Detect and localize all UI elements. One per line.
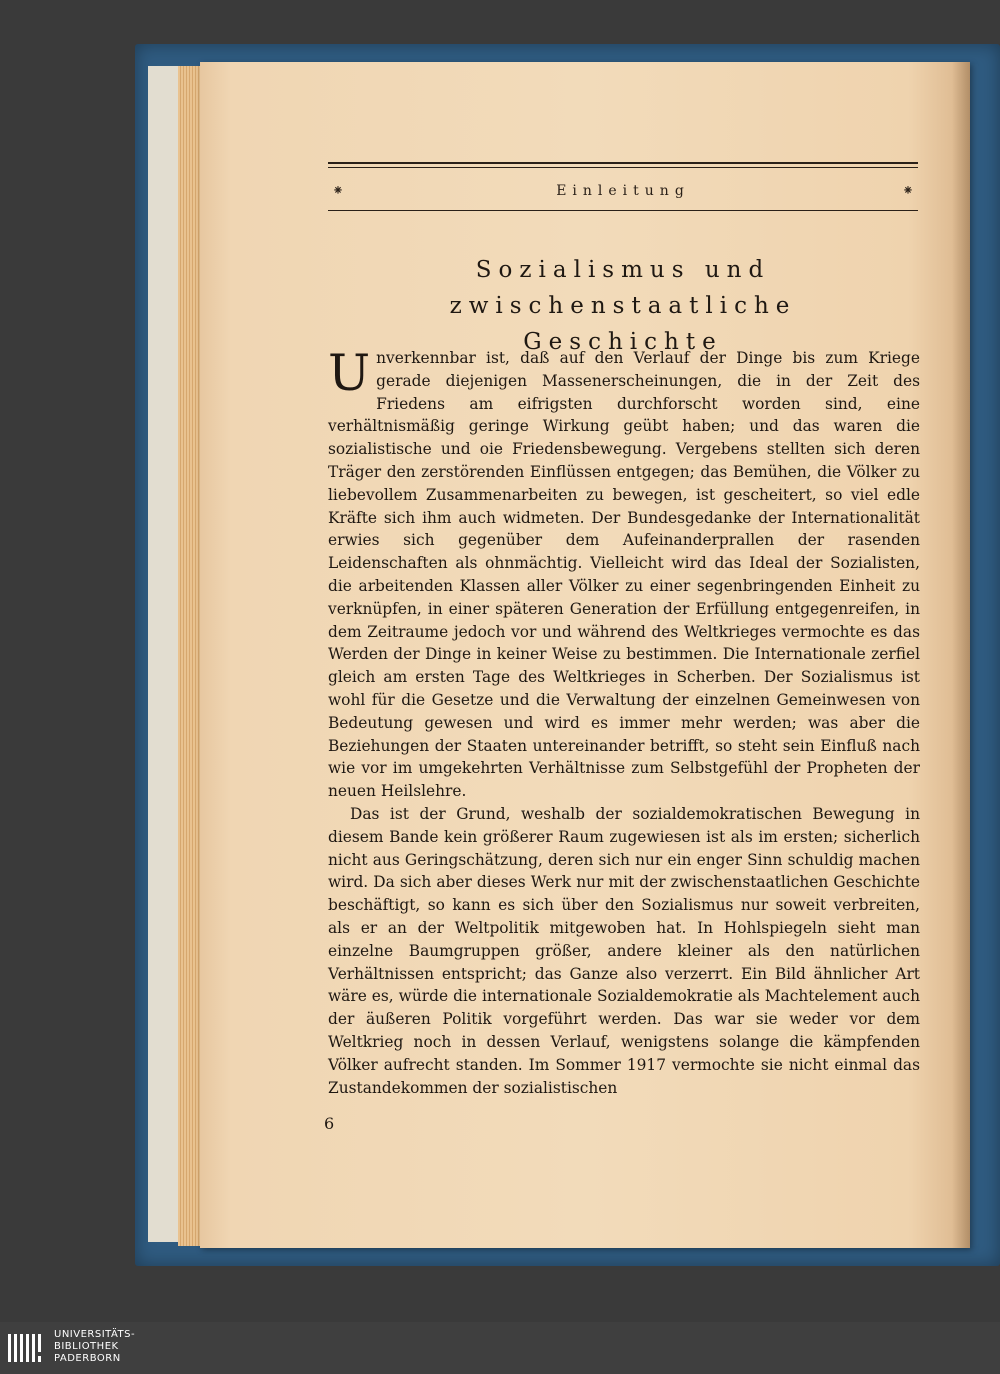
page-number: 6 — [324, 1114, 335, 1133]
gutter-shadow — [952, 62, 970, 1248]
paragraph: Das ist der Grund, weshalb der sozialdemokratischen Bewegung in diesem Bande kein größerer Raum zugewiesen ist als im ersten; sicherlich nicht aus Geringschätzung, deren sich nur ein enger Sinn schuldig machen wird. Da sich aber dieses Werk nur mit der zwischenstaatlichen Geschichte beschäftigt, so kann es sich über den Sozialismus nur soweit verbreiten, als er an der Weltpolitik mitgewoben hat. In Hohlspiegeln sieht man einzelne Baumgruppen größer, andere kleiner als den natürlichen Verhältnissen entspricht; das Ganze also verzerrt. Ein Bild ähnlicher Art wäre es, würde die internationale Sozialdemokratie als Machtelement auch der äußeren Politik vorgeführt werden. Das war sie weder vor dem Weltkrieg noch in dessen Verlauf, wenigstens solange die kämpfenden Völker aufrecht standen. Im Sommer 1917 vermochte sie nicht einmal das Zustandekommen der sozialistischen — [328, 804, 920, 1097]
library-name — [54, 1329, 135, 1365]
running-head — [328, 180, 918, 202]
body-text — [328, 344, 920, 1099]
footer-bar — [0, 1322, 1000, 1374]
header-rule — [328, 210, 918, 211]
header-rule — [328, 167, 918, 168]
paragraph — [328, 344, 920, 803]
ornament-right-icon: ⁕ — [902, 183, 914, 199]
paragraph-text: nverkennbar ist, daß auf den Verlauf der Dinge bis zum Kriege gerade diejenigen Massenerscheinungen, die in der Zeit des Friedens am eifrigsten durchforscht worden sind, eine verhältnismäßig geringe Wirkung geübt haben; und das waren die sozialistische und oie Friedensbewegung. Vergebens stellten sich deren Träger den zerstörenden Einflüssen entgegen; das Bemühen, die Völker zu liebevollem Zusammenarbeiten zu bewegen, ist gescheitert, so viel edle Kräfte sich ihm auch widmeten. Der Bundesgedanke der Internationalität erwies sich gegenüber dem Aufeinanderprallen der rasenden Leidenschaften als ohnmächtig. Vielleicht wird das Ideal der Sozialisten, die arbeitenden Klassen aller Völker zu einer segenbringenden Einheit zu verknüpfen, in einer späteren Generation der Erfüllung entgegenreifen, in dem Zeitraume jedoch vor und während des Weltkrieges vermochte es das Werden der Dinge in keiner Weise zu bestimmen. Die Internationale zerfiel gleich am ersten Tage des Weltkrieges in Scherben. Der Sozialismus ist wohl für die Gesetze und die Verwaltung der einzelnen Gemeinwesen von Bedeutung gewesen und wird es immer mehr werden; was aber die Beziehungen der Staaten untereinander betrifft, so steht sein Einfluß nach wie vor im umgekehrten Verhältnisse zum Selbstgefühl der Propheten der neuen Heilslehre. — [328, 349, 920, 801]
drop-cap: U — [328, 344, 371, 402]
chapter-title-line: Sozialismus und zwischenstaatliche — [449, 257, 797, 319]
chapter-title-line: Geschichte — [523, 329, 723, 355]
library-name-line: BIBLIOTHEK — [54, 1341, 119, 1352]
library-name-line: UNIVERSITÄTS- — [54, 1329, 136, 1340]
ornament-left-icon: ⁕ — [332, 183, 344, 199]
running-head-title: Einleitung — [556, 183, 690, 199]
chapter-title — [320, 252, 926, 360]
library-logo-icon — [6, 1330, 46, 1366]
header-rule — [328, 162, 918, 164]
library-name-line: PADERBORN — [54, 1353, 121, 1364]
book-page — [200, 62, 970, 1248]
